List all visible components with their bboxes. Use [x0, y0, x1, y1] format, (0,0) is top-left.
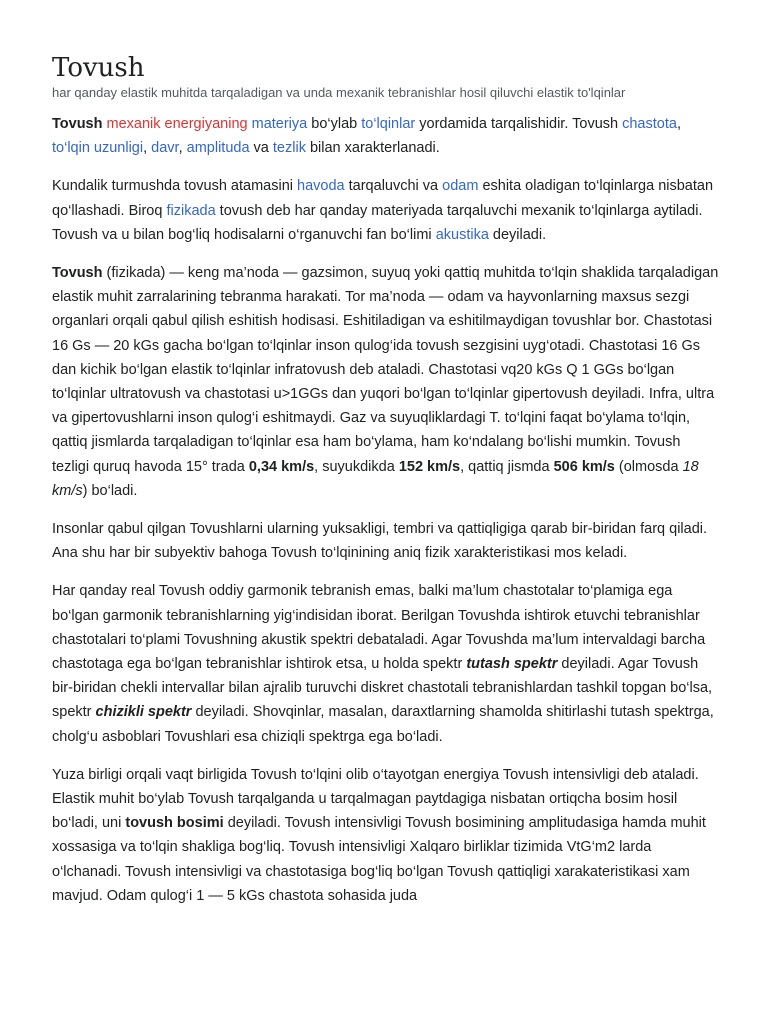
p5-text-1: Har qanday real Tovush oddiy garmonik tebranish emas, balki ma’lum chastotalar to‘plamiga ega bo‘lgan garmonik tebranishlarning yig‘indisidan iborat. Berilgan Tovushda ishtirok etuvchi tebranishlar chastotalari to‘plami Tovushning akustik spektri debataladi. Agar Tovushda ma’lum intervaldagi barcha chastotaga ega bo‘lgan tebranishlar ishtirok etsa, u holda spektr: [52, 583, 706, 673]
article: [52, 52, 720, 922]
term-chiziqli-spektr: chizikli spektr: [95, 704, 192, 721]
link-davr[interactable]: davr: [151, 140, 179, 157]
p3-text-3: , qattiq jismda: [460, 458, 550, 475]
paragraph-5: [52, 579, 720, 748]
paragraph-2: [52, 174, 720, 247]
term-tovush: Tovush: [52, 116, 103, 132]
speed-solid: 506 km/s: [553, 458, 615, 475]
paragraph-6: [52, 763, 720, 908]
intro-text-3: va: [253, 140, 269, 157]
page-subtitle: har qanday elastik muhitda tarqaladigan va unda mexanik tebranishlar hosil qiluvchi elastik to'lqinlar: [52, 85, 626, 100]
p2-text-1: Kundalik turmushda tovush atamasini: [52, 178, 293, 195]
link-odam[interactable]: odam: [442, 178, 479, 195]
link-amplituda[interactable]: amplituda: [186, 140, 250, 157]
intro-text-2: yordamida tarqalishidir. Tovush: [419, 116, 619, 132]
p3-text-4: (olmosda: [618, 458, 679, 475]
link-mexanik-energiya[interactable]: mexanik energiyaning: [106, 116, 248, 132]
link-fizikada[interactable]: fizikada: [166, 202, 216, 219]
term-tovush-bosimi: tovush bosimi: [125, 815, 224, 832]
p6-text-2: deyiladi. Tovush intensivligi Tovush bosimining amplitudasiga hamda muhit xossasiga va to‘lqin shakliga bog‘liq. Tovush intensivligi Xalqaro birliklar tizimida VtG‘m2 larda o‘lchanadi. Tovush intensivligi va chastotasiga bog‘liq bo‘lgan Tovush qattiqligi xarakateristikasi xam mavjud. Odam qulog‘i 1 — 5 kGs chastota sohasida juda: [52, 815, 706, 904]
intro-text-4: bilan xarakterlanadi.: [309, 140, 440, 157]
p6-text-1: Yuza birligi orqali vaqt birligida Tovush to‘lqini olib o‘tayotgan energiya Tovush intensivligi deb ataladi. Elastik muhit bo‘ylab Tovush tarqalganda u tarqalmagan paytdagiga nisbatan ortiqcha bosim hosil bo‘ladi, uni: [52, 766, 699, 832]
speed-liquid: 152 km/s: [398, 458, 461, 475]
link-chastota[interactable]: chastota: [622, 116, 677, 132]
p3-text-2: , suyukdikda: [314, 458, 395, 475]
p2-text-3: eshita oladigan to‘lqinlarga nisbatan qo‘llashadi. Biroq: [52, 178, 714, 219]
p2-text-4: tovush deb har qanday materiyada tarqaluvchi mexanik to‘lqinlarga aytiladi. Tovush va u bilan bog‘liq hodisalarni o‘rganuvchi fan bo‘limi: [52, 202, 703, 243]
speed-diamond: 18 km/s: [52, 458, 699, 499]
link-tolqinlar[interactable]: to‘lqinlar: [361, 116, 416, 132]
p2-text-5: deyiladi.: [492, 226, 547, 243]
intro-text-1: bo‘ylab: [311, 116, 358, 132]
term-tutash-spektr: tutash spektr: [466, 656, 558, 673]
paragraph-4: Insonlar qabul qilgan Tovushlarni ularning yuksakligi, tembri va qattiqligiga qarab bir-biridan farq qiladi. Ana shu har bir subyektiv bahoga Tovush to‘lqinining aniq fizik xarakteristikasi mos keladi.: [52, 521, 708, 562]
p2-text-2: tarqaluvchi va: [348, 178, 439, 195]
term-tovush-2: Tovush: [52, 265, 103, 282]
intro-paragraph: Tovush mexanik energiyaning materiya bo‘ylab to‘lqinlar yordamida tarqalishidir. Tovush chastota, to‘lqin uzunligi, davr, amplituda va tezlik bilan xarakterlanadi.: [52, 116, 681, 157]
p5-text-2: deyiladi. Agar Tovush bir-biridan chekli intervallar bilan ajralib turuvchi diskret chastotali tebranishlardan tashkil topgan bo‘lsa, spektr: [52, 656, 713, 721]
link-tezlik[interactable]: tezlik: [272, 140, 306, 157]
link-havoda[interactable]: havoda: [297, 178, 345, 195]
link-akustika[interactable]: akustika: [435, 226, 489, 243]
p3-text-1: (fizikada) — keng ma’noda — gazsimon, suyuq yoki qattiq muhitda to‘lqin shaklida tarqaladigan elastik muhit zarralarining tebranma harakati. Tor ma’noda — odam va hayvonlarning maxsus sezgi organlari orqali qabul qilish eshitish hodisasi. Eshitiladigan va eshitilmaydigan tovushlar bor. Chastotasi 16 Gs — 20 kGs gacha bo‘lgan to‘lqinlar inson qulog‘ida tovush sezgisini uyg‘otadi. Chastotasi 16 Gs dan kichik bo‘lgan elastik to‘lqinlar infratovush deb ataladi. Chastotasi vq20 kGs Q 1 GGs bo‘lgan to‘lqinlar ultratovush va chastotasi u>1GGs dan yuqori bo‘lgan to‘lqinlar gipertovush deyiladi. Infra, ultra va gipertovushlarni inson qulog‘i eshitmaydi. Gaz va suyuqliklardagi T. to‘lqini faqat bo‘ylama to‘lqin, qattiq jismlarda tarqaladigan to‘lqinlar esa ham bo‘ylama, ham ko‘ndalang bo‘lishi mumkin. Tovush tezligi quruq havoda 15° trada: [52, 265, 719, 475]
paragraph-3: [52, 261, 720, 503]
speed-air: 0,34 km/s: [248, 458, 315, 475]
page-title: Tovush: [52, 53, 145, 83]
link-tolqin-uzunligi[interactable]: to‘lqin uzunligi: [52, 140, 144, 157]
p3-text-5: ) bo‘ladi.: [82, 482, 138, 499]
link-materiya[interactable]: materiya: [251, 116, 308, 132]
p5-text-3: deyiladi. Shovqinlar, masalan, daraxtlarning shamolda shitirlashi tutash spektrga, cholg‘u asboblari Tovushlari esa chiziqli spektrga ega bo‘ladi.: [52, 704, 714, 745]
